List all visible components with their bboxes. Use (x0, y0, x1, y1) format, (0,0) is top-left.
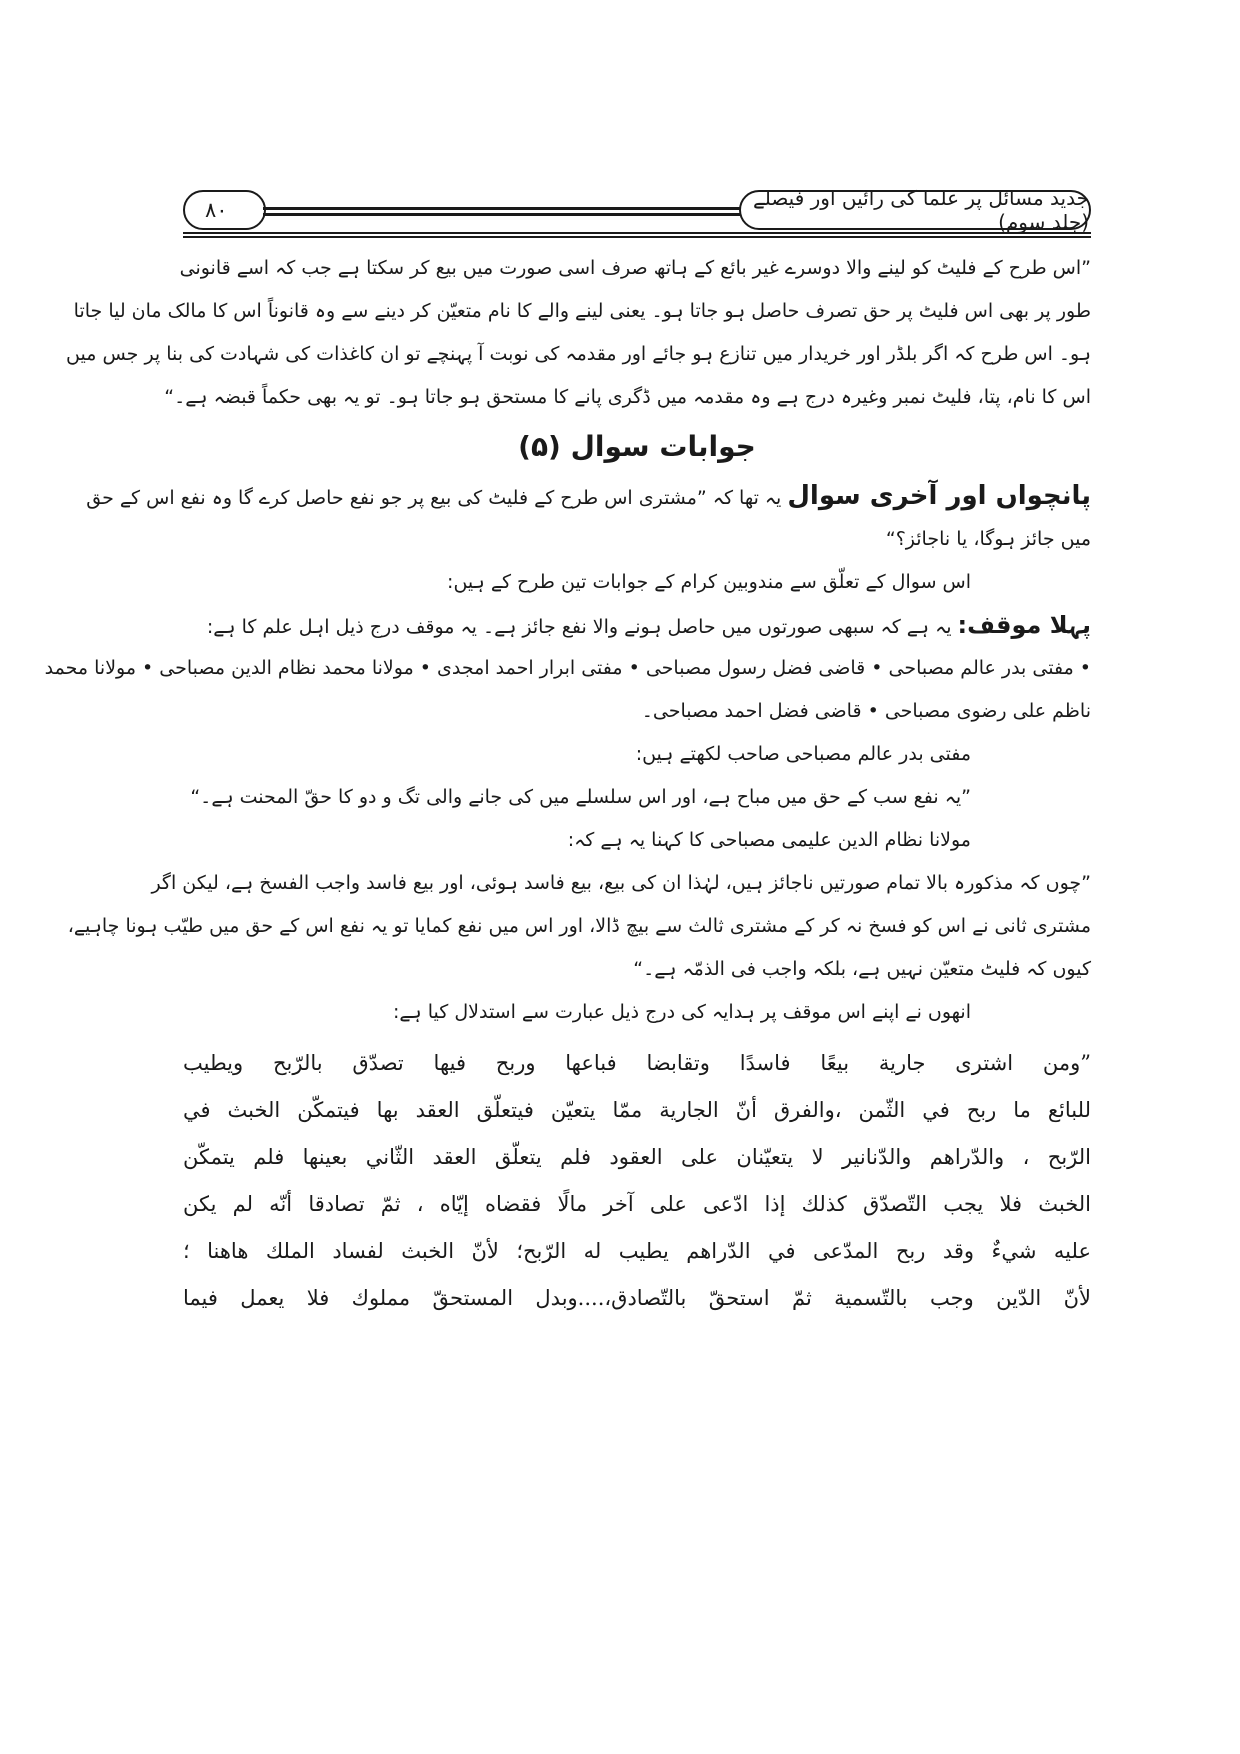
arabic-quote-hidaya (183, 1040, 1091, 1322)
arabic-line: عليه شيءٌ وقد ربح المدّعى في الدّراهم يطيب له الرّبح؛ لأنّ الخبث لفساد الملك هاهنا ؛ (183, 1239, 1091, 1263)
quote-intro: مفتی بدر عالم مصباحی صاحب لکھتے ہیں: (635, 743, 971, 765)
scholars-line: • مفتی بدر عالم مصباحی • قاضی فضل رسول مصباحی • مفتی ابرار احمد امجدی • مولانا محمد نظام الدین مصباحی • مولانا محمد (44, 657, 1091, 679)
text-line: مشتری ثانی نے اس کو فسخ نہ کر کے مشتری ثالث سے بیچ ڈالا، اور اس میں نفع کمایا تو یہ نفع اس کے حق میں طیّب ہونا چاہیے، (67, 915, 1091, 937)
question-line-2: میں جائز ہوگا، یا ناجائز؟“ (885, 528, 1091, 550)
question-line (86, 475, 1091, 518)
text-line: کیوں کہ فلیٹ متعیّن نہیں ہے، بلکہ واجب فی الذمّہ ہے۔“ (633, 958, 1091, 980)
scholars-list (44, 647, 1091, 733)
text-line: اس کا نام، پتا، فلیٹ نمبر وغیرہ درج ہے وہ مقدمہ میں ڈگری پانے کا مستحق ہو جاتا ہو۔ تو یہ بھی حکماً قبضہ ہے۔“ (164, 386, 1091, 408)
arabic-line: ”ومن اشترى جارية بيعًا فاسدًا وتقابضا فباعها وربح فيها تصدّق بالرّبح ويطيب (183, 1051, 1091, 1075)
question-lead: پانچواں اور آخری سوال (787, 481, 1091, 511)
text-line: ”چوں کہ مذکورہ بالا تمام صورتیں ناجائز ہیں، لہٰذا ان کی بیع، بیع فاسد ہوئی، اور بیع فاسد واجب الفسخ ہے، لیکن اگر (151, 872, 1091, 894)
intro-line: اس سوال کے تعلّق سے مندوبین کرام کے جوابات تین طرح کے ہیں: (447, 571, 971, 593)
arabic-line: الخبث فلا يجب التّصدّق كذلك إذا ادّعى على آخر مالًا فقضاه إيّاه ، ثمّ تصادقا أنّه لم يكن (183, 1192, 1091, 1216)
quote-block-builder (66, 247, 1091, 419)
book-title: جدید مسائل پر علما کی رائیں اور فیصلے (جلد سوم) (753, 186, 1089, 234)
scholars-line: ناظم علی رضوی مصباحی • قاضی فضل احمد مصباحی۔ (641, 700, 1091, 722)
header-underline-rule (183, 232, 1091, 238)
arabic-line: للبائع ما ربح في الثّمن ،والفرق أنّ الجارية ممّا يتعيّن فيتعلّق العقد بها فيتمكّن الخبث في (183, 1098, 1091, 1122)
citation-intro: انھوں نے اپنے اس موقف پر ہدایہ کی درج ذیل عبارت سے استدلال کیا ہے: (393, 1001, 971, 1023)
quote-text: ”یہ نفع سب کے حق میں مباح ہے، اور اس سلسلے میں کی جانے والی تگ و دو کا حقّ المحنت ہے۔“ (190, 786, 971, 808)
page-number: ۸۰ (205, 198, 228, 222)
first-position (183, 604, 1091, 647)
first-position-text: یہ ہے کہ سبھی صورتوں میں حاصل ہونے والا نفع جائز ہے۔ یہ موقف درج ذیل اہل علم کا ہے: (206, 616, 958, 638)
page-body (44, 247, 1091, 1322)
arabic-line: لأنّ الدّين وجب بالتّسمية ثمّ استحقّ بالتّصادق،....وبدل المستحقّ مملوك فلا يعمل فيما (183, 1286, 1091, 1310)
header-double-rule (263, 207, 741, 216)
text-line: ہو۔ اس طرح کہ اگر بلڈر اور خریدار میں تنازع ہو جائے اور مقدمہ کی نوبت آ پہنچے تو ان کاغذات کی شہادت کی بنا پر جس میں (66, 343, 1091, 365)
page-number-badge (183, 190, 266, 230)
section-heading: جوابات سوال (۵) (518, 430, 756, 463)
quote-block-nizamuddin (67, 862, 1091, 991)
question-text: یہ تھا کہ ”مشتری اس طرح کے فلیٹ کی بیع پر جو نفع حاصل کرے گا وہ نفع اس کے حق (86, 487, 788, 509)
quote-intro: مولانا نظام الدین علیمی مصباحی کا کہنا یہ ہے کہ: (567, 829, 971, 851)
first-position-label: پہلا موقف: (957, 611, 1091, 639)
book-title-badge (739, 186, 1091, 234)
text-line: ”اس طرح کے فلیٹ کو لینے والا دوسرے غیر بائع کے ہاتھ صرف اسی صورت میں بیع کر سکتا ہے جب کہ اسے قانونی (179, 257, 1091, 279)
text-line: طور پر بھی اس فلیٹ پر حق تصرف حاصل ہو جاتا ہو۔ یعنی لینے والے کا نام متعیّن کر دینے سے وہ قانوناً اس کا مالک مان لیا جاتا (73, 300, 1091, 322)
arabic-line: الرّبح ، والدّراهم والدّنانير لا يتعيّنان على العقود فلم يتعلّق العقد الثّاني بعينها فلم يتمكّن (183, 1145, 1091, 1169)
running-header (183, 186, 1091, 234)
